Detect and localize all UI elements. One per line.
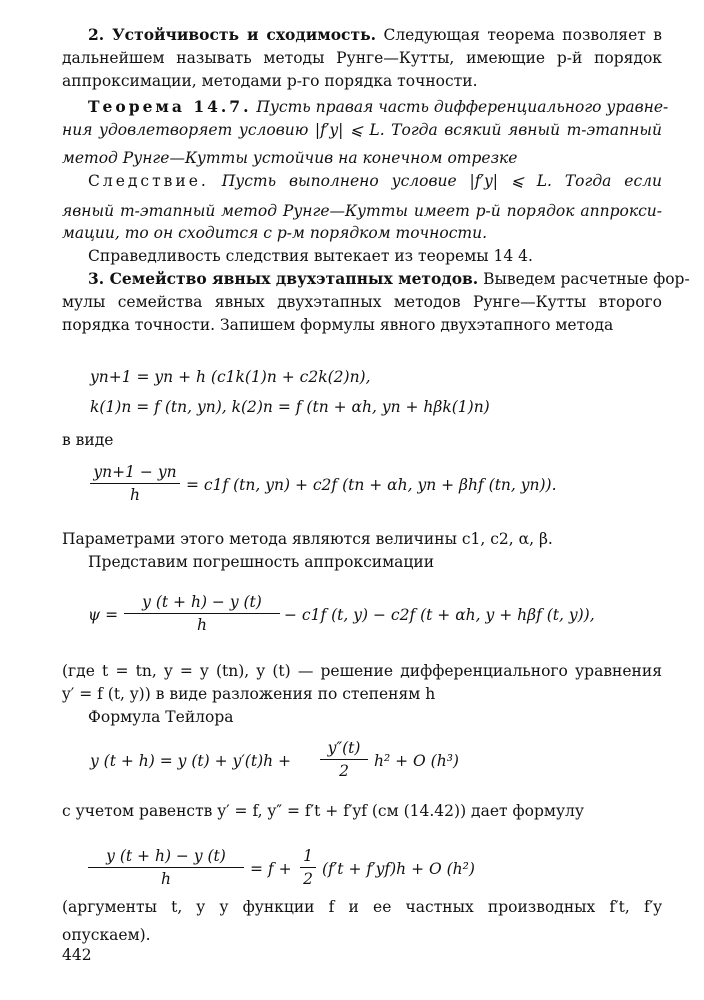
in-form-text: в виде xyxy=(62,431,114,449)
section3-line2: мулы семейства явных двухэтапных методов Рунге—Кутты второго xyxy=(62,293,662,311)
fraction-bar xyxy=(90,483,180,484)
formula5-numerator: y (t + h) − y (t) xyxy=(106,847,226,865)
section3-text1: Выведем расчетные фор- xyxy=(483,270,690,288)
formula2-rhs: = c1f (tn, yn) + c2f (tn + αh, yn + βhf (tn, yn)). xyxy=(186,476,557,494)
params-text: Параметрами этого метода являются величины c1, c2, α, β. xyxy=(62,530,553,548)
formula5-rhs: (f′t + f′yf)h + O (h²) xyxy=(322,860,475,878)
theorem-line3: метод Рунге—Кутты устойчив на конечном отрезке xyxy=(62,149,518,167)
fraction-bar xyxy=(300,867,316,868)
formula5-denominator: h xyxy=(161,870,171,888)
section3-heading: 3. Семейство явных двухэтапных методов. xyxy=(88,269,479,288)
corollary-label: Следствие. xyxy=(88,172,209,190)
formula5-half-numerator: 1 xyxy=(303,847,313,865)
corollary-line1 xyxy=(88,170,662,192)
validity-text: Справедливость следствия вытекает из теоремы 14 4. xyxy=(88,247,533,265)
formula4-denominator: 2 xyxy=(339,762,349,780)
formula3-denominator: h xyxy=(197,616,207,634)
section3-line3: порядка точности. Запишем формулы явного двухэтапного метода xyxy=(62,316,614,334)
present-text: Представим погрешность аппроксимации xyxy=(88,553,435,571)
formula2-denominator: h xyxy=(130,486,140,504)
theorem-condition: |f′y| ⩽ L. xyxy=(314,121,385,139)
theorem-text2a: ния удовлетворяет условию xyxy=(62,121,309,139)
formula3-rhs: − c1f (t, y) − c2f (t + αh, y + hβf (t, y)), xyxy=(284,606,595,624)
taylor-label: Формула Тейлора xyxy=(88,708,234,726)
fraction-bar xyxy=(124,613,280,614)
page-number: 442 xyxy=(62,946,92,964)
formula5-fraction xyxy=(88,846,244,889)
section2-heading: 2. Устойчивость и сходимость. xyxy=(88,25,376,44)
formula1-line1: yn+1 = yn + h (c1k(1)n + c2k(2)n), xyxy=(90,368,371,386)
corollary-line3: мации, то он сходится с p-м порядком точности. xyxy=(62,224,488,242)
args-line2: опускаем). xyxy=(62,926,151,944)
formula4-fraction xyxy=(320,738,368,781)
formula4-rhs: h² + O (h³) xyxy=(374,752,459,770)
formula3-fraction xyxy=(124,592,280,635)
section2-line2: дальнейшем называть методы Рунге—Кутты, имеющие p-й порядок xyxy=(62,49,662,67)
section2-line3: аппроксимации, методами p-го порядка точности. xyxy=(62,72,478,90)
formula3-lhs: ψ = xyxy=(88,606,119,624)
formula4-numerator: y″(t) xyxy=(327,739,361,757)
theorem-line1 xyxy=(88,96,669,118)
corollary-text1a: Пусть выполнено условие xyxy=(221,172,457,190)
theorem-text1: Пусть правая часть дифференциального уравне- xyxy=(256,98,669,116)
corollary-line2: явный m-этапный метод Рунге—Кутты имеет p-й порядок аппрокси- xyxy=(62,202,662,220)
formula1-line2: k(1)n = f (tn, yn), k(2)n = f (tn + αh, yn + hβk(1)n) xyxy=(90,398,490,416)
theorem-label: Теорема 14.7. xyxy=(88,97,252,116)
formula2-numerator: yn+1 − yn xyxy=(93,463,177,481)
where-line2: y′ = f (t, y)) в виде разложения по степеням h xyxy=(62,685,436,703)
formula4-lhs: y (t + h) = y (t) + y′(t)h + xyxy=(90,752,292,770)
formula3-numerator: y (t + h) − y (t) xyxy=(142,593,262,611)
where-line1: (где t = tn, y = y (tn), y (t) — решение дифференциального уравнения xyxy=(62,662,662,680)
section2-text1: Следующая теорема позволяет в xyxy=(383,26,662,44)
with-eq-text: с учетом равенств y′ = f, y″ = f′t + f′yf (см (14.42)) дает формулу xyxy=(62,802,585,820)
formula5-half-denominator: 2 xyxy=(303,870,313,888)
fraction-bar xyxy=(320,759,368,760)
corollary-condition: |f′y| ⩽ L. xyxy=(469,172,552,190)
section3-line1 xyxy=(88,268,690,290)
fraction-bar xyxy=(88,867,244,868)
formula2-fraction xyxy=(90,462,180,505)
theorem-line2 xyxy=(62,119,662,141)
section2-line1 xyxy=(88,24,662,46)
corollary-text1b: Тогда если xyxy=(564,172,662,190)
args-line1: (аргументы t, y у функции f и ее частных производных f′t, f′y xyxy=(62,898,662,916)
formula5-half xyxy=(300,846,316,889)
formula5-mid: = f + xyxy=(250,860,292,878)
theorem-text2b: Тогда всякий явный m-этапный xyxy=(391,121,662,139)
